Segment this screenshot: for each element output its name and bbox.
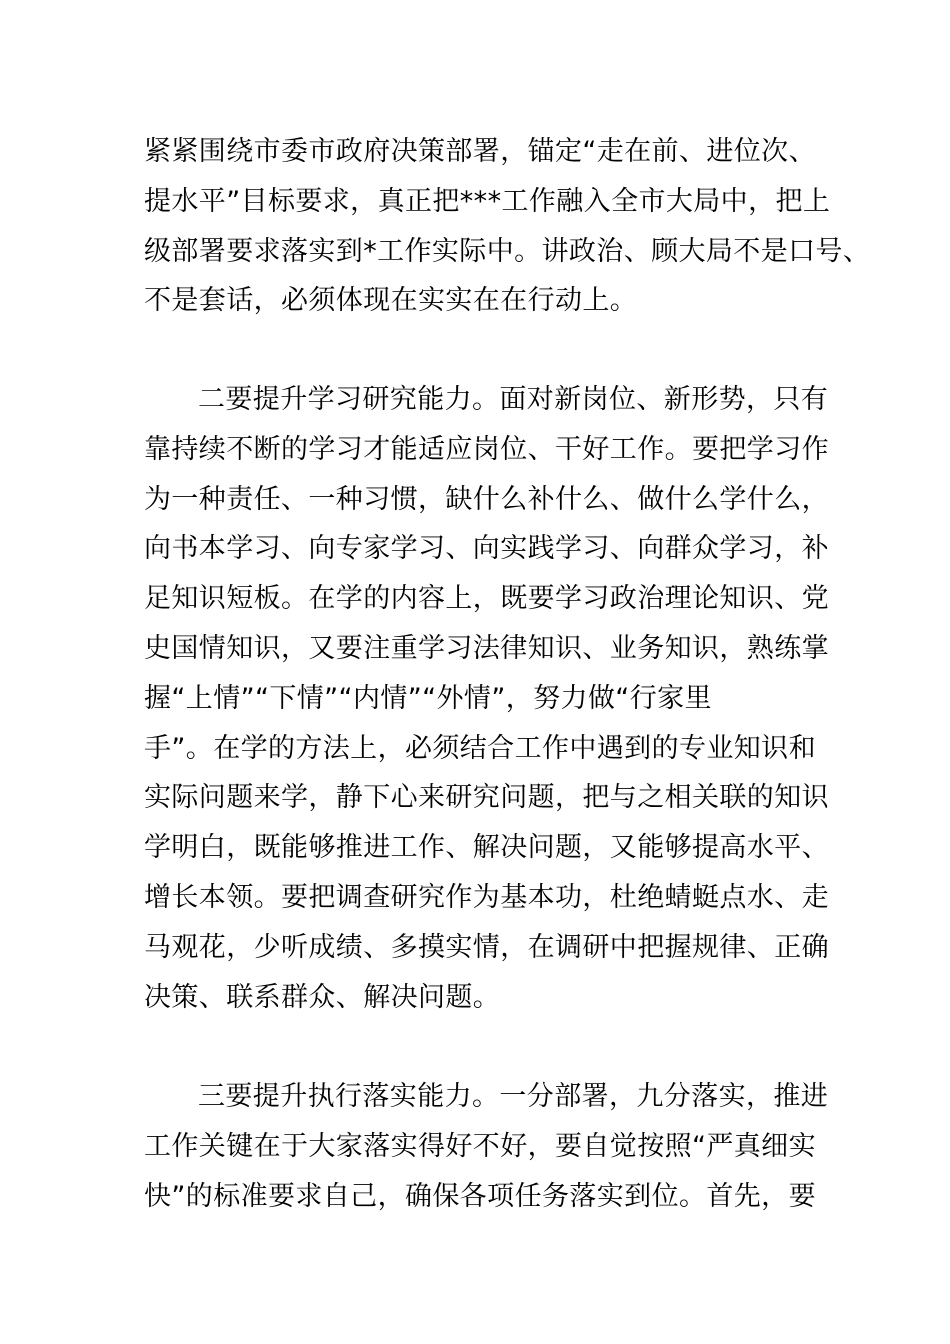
paragraph-2 (144, 375, 829, 1022)
text-line: 不是套话，必须体现在实实在在行动上。 (144, 285, 638, 317)
text-line: 决策、联系群众、解决问题。 (144, 981, 501, 1013)
text-line: 级部署要求落实到*工作实际中。讲政治、顾大局不是口号、 (144, 235, 871, 267)
text-line: 三要提升执行落实能力。一分部署，九分落实，推进 (198, 1081, 829, 1112)
text-line: 握“上情”“下情”“内情”“外情”，努力做“行家里 (144, 682, 712, 714)
text-line: 手”。在学的方法上，必须结合工作中遇到的专业知识和 (144, 732, 816, 764)
text-line: 快”的标准要求自己，确保各项任务落实到位。首先，要 (144, 1180, 816, 1212)
text-line: 增长本领。要把调查研究作为基本功，杜绝蜻蜓点水、走 (144, 881, 829, 913)
text-line: 为一种责任、一种习惯，缺什么补什么、做什么学什么， (144, 483, 829, 515)
text-line: 马观花，少听成绩、多摸实情，在调研中把握规律、正确 (144, 931, 829, 963)
text-line: 足知识短板。在学的内容上，既要学习政治理论知识、党 (144, 583, 829, 615)
paragraph-3 (144, 1072, 829, 1221)
text-line: 紧紧围绕市委市政府决策部署，锚定“走在前、进位次、 (144, 136, 816, 167)
text-line: 学明白，既能够推进工作、解决问题，又能够提高水平、 (144, 832, 829, 864)
text-line: 二要提升学习研究能力。面对新岗位、新形势，只有 (198, 384, 829, 415)
text-line: 提水平”目标要求，真正把***工作融入全市大局中，把上 (144, 185, 831, 217)
text-line: 靠持续不断的学习才能适应岗位、干好工作。要把学习作 (144, 433, 829, 465)
text-line: 工作关键在于大家落实得好不好，要自觉按照“严真细实 (144, 1130, 816, 1162)
text-line: 向书本学习、向专家学习、向实践学习、向群众学习，补 (144, 533, 829, 565)
text-line: 史国情知识，又要注重学习法律知识、业务知识，熟练掌 (144, 632, 829, 664)
text-line: 实际问题来学，静下心来研究问题，把与之相关联的知识 (144, 782, 829, 814)
paragraph-1 (144, 127, 871, 326)
